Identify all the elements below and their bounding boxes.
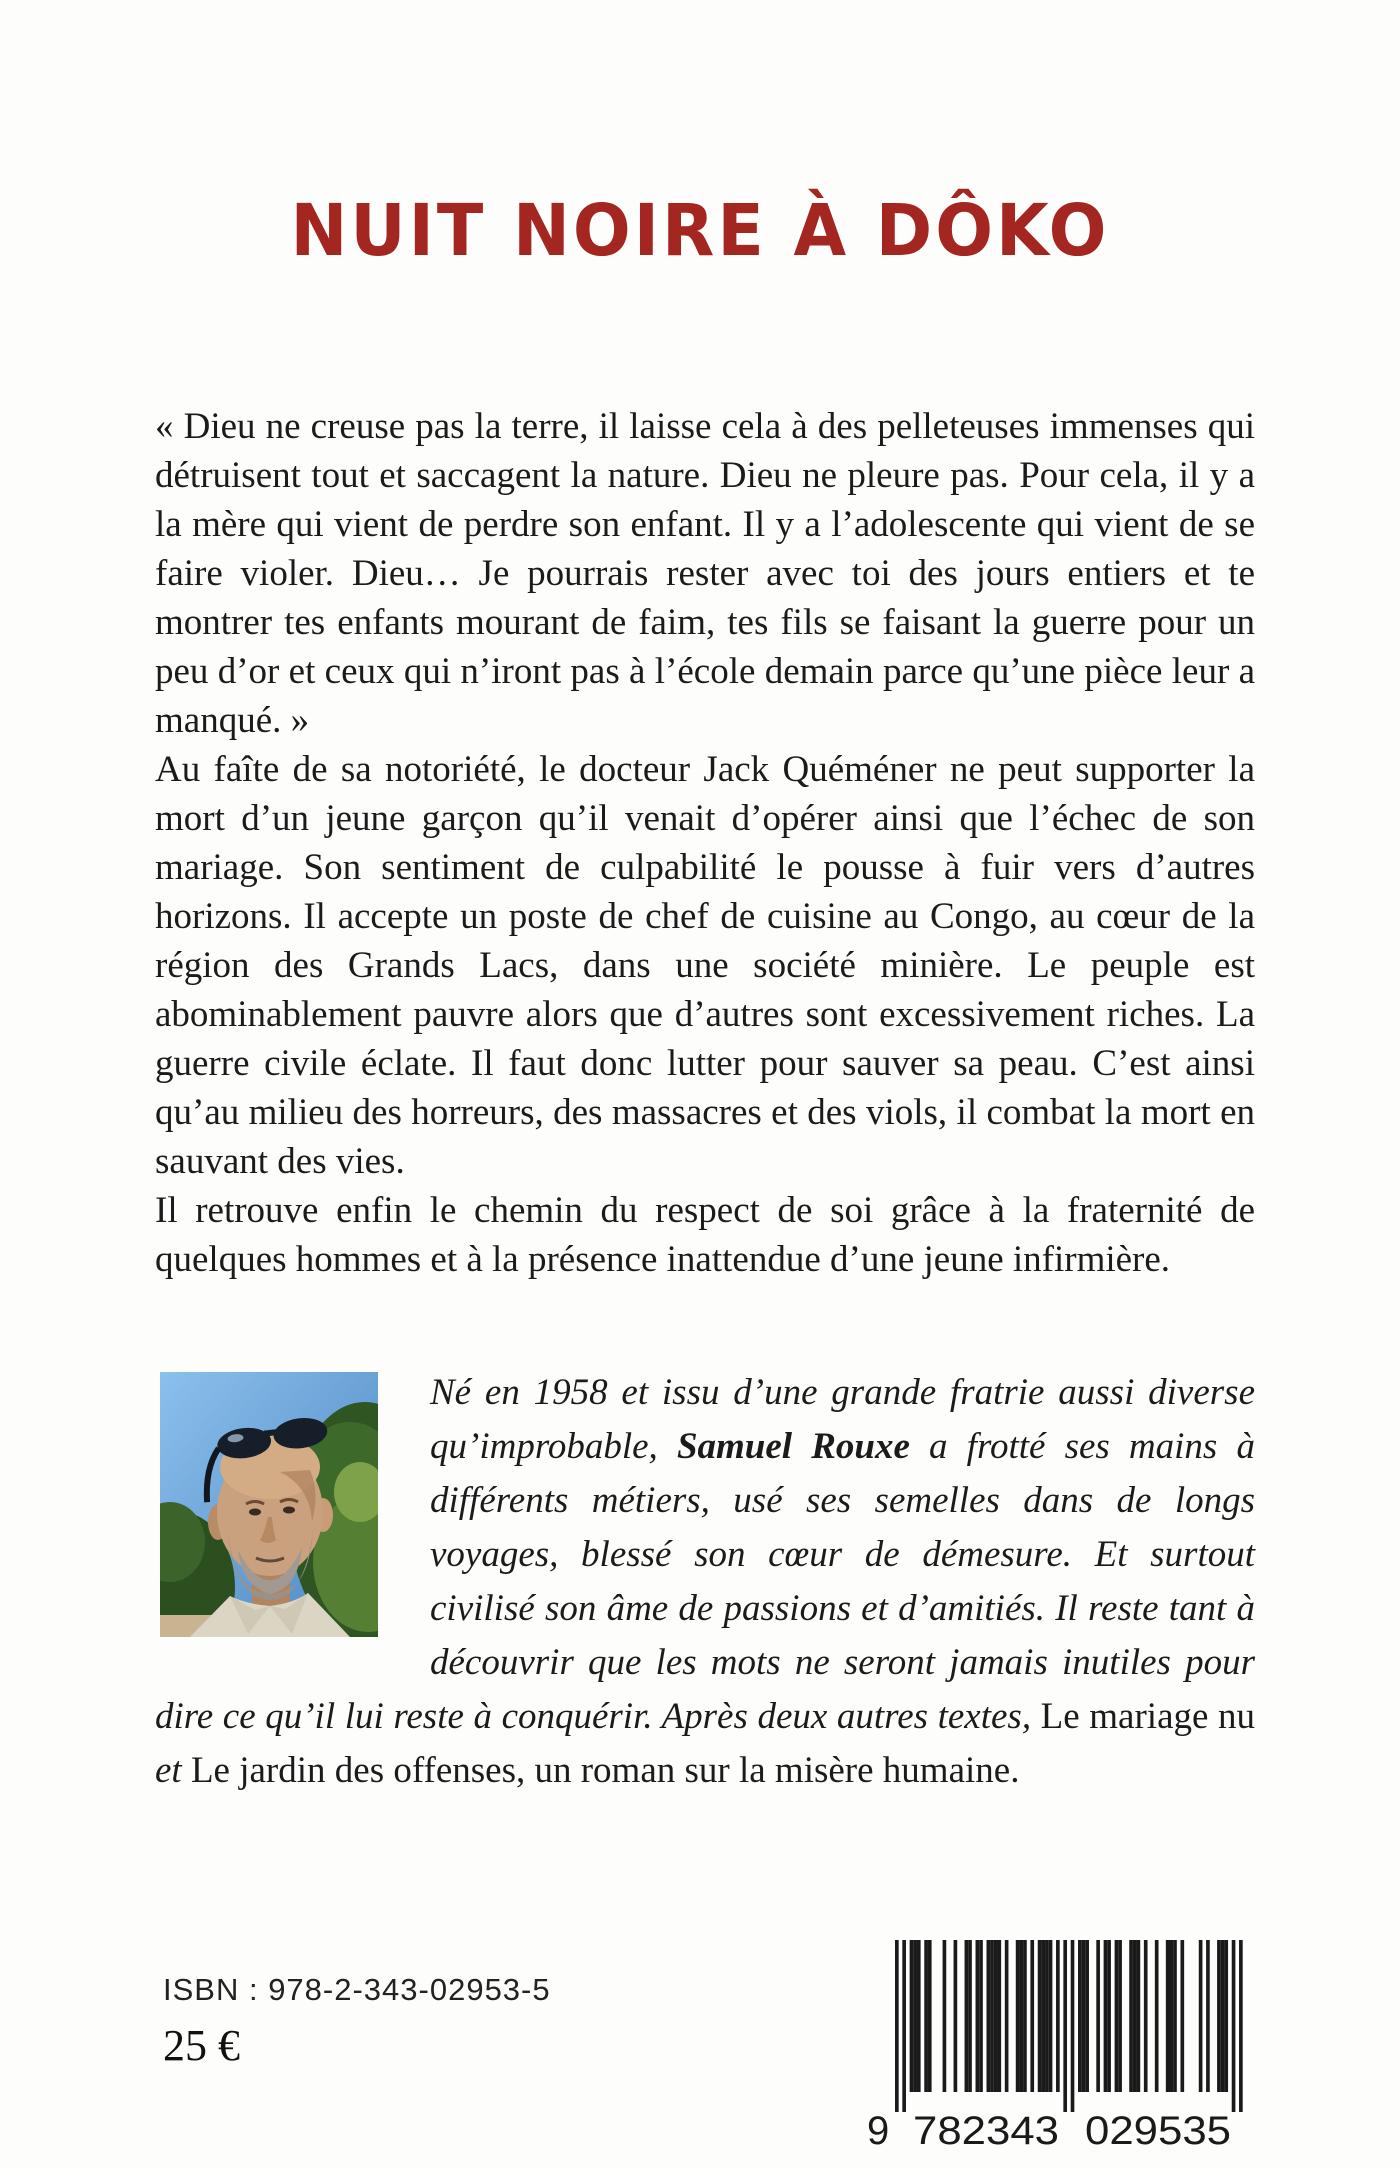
barcode-bar [1115,1940,1119,2092]
barcode-bar [913,1940,917,2092]
barcode-bar [1155,1940,1159,2092]
synopsis-paragraph: « Dieu ne creuse pas la terre, il laisse cela à des pelleteuses immenses qui détruisent tout et saccagent la nature. Dieu ne pleure pas. Pour cela, il y a la mère qui vient de perdre son enfant. Il y a l’adolescente qui vient de se faire violer. Dieu… Je pourrais rester avec toi des jours entiers et te montrer tes enfants mourant de faim, tes fils se faisant la guerre pour un peu d’or et ceux qui n’iront pas à l’école demain parce qu’une pièce leur a manqué. » [155,406,1255,741]
barcode-bar [987,1940,991,2092]
barcode-bar [1129,1940,1133,2092]
barcode [865,1936,1265,2148]
barcode-bar [1030,1940,1034,2092]
barcode-bar [1096,1940,1100,2092]
barcode-bar [979,1940,983,2092]
barcode-bar [1107,1940,1111,2092]
barcode-bar [1063,1940,1067,2112]
synopsis-paragraph: Il retrouve enfin le chemin du respect de soi grâce à la fraternité de quelques hommes et à la présence inattendue d’une jeune infirmière. [155,1190,1255,1280]
synopsis [155,402,1255,1284]
barcode-bar [990,1940,994,2092]
barcode-bar [997,1940,1001,2092]
bio-segment: a frotté ses mains à différents métiers, usé ses semelles dans de longs voyages, blessé son cœur de démesure. Et surtout civilisé son âme de passions et d’amitiés. Il reste tant à découvrir que les mots ne seront jamais inutiles pour dire ce qu’il lui reste à conquérir. Après deux autres textes, [155,1426,1255,1737]
barcode-bar [1144,1940,1148,2092]
barcode-bar [1005,1940,1009,2092]
barcode-bar [1137,1940,1141,2092]
barcode-bar [1078,1940,1082,2092]
barcode-bar [917,1940,921,2092]
barcode-bar [1038,1940,1042,2092]
barcode-bar [1180,1940,1184,2092]
barcode-bar [1019,1940,1023,2092]
barcode-bar [994,1940,998,2092]
barcode-bar [1232,1940,1236,2112]
isbn-label: ISBN : 978-2-343-02953-5 [163,1972,551,2007]
barcode-digits: 782343 [913,2109,1059,2148]
barcode-bar [954,1940,958,2092]
barcode-bar [943,1940,947,2092]
barcode-bar [1085,1940,1089,2092]
barcode-bar [1056,1940,1060,2092]
barcode-bar [1221,1940,1225,2092]
barcode-bar [1173,1940,1177,2092]
barcode-bar [1118,1940,1122,2092]
isbn-block [163,1972,551,2071]
barcode-bar [1023,1940,1027,2092]
barcode-bar [1041,1940,1045,2092]
bio-segment: Né en 1958 et issu d’une grande fratrie aussi diverse qu’improbable, [430,1372,1255,1467]
barcode-bar [895,1940,899,2112]
synopsis-paragraph: Au faîte de sa notoriété, le docteur Jack Quéméner ne peut supporter la mort d’un jeune garçon qu’il venait d’opérer ainsi que l’échec de son mariage. Son sentiment de culpabilité le pousse à fuir vers d’autres horizons. Il accepte un poste de chef de cuisine au Congo, au cœur de la région des Grands Lacs, dans une société minière. Le peuple est abominablement pauvre alors que d’autres sont excessivement riches. La guerre civile éclate. Il faut donc lutter pour sauver sa peau. C’est ainsi qu’au milieu des horreurs, des massacres et des viols, il combat la mort en sauvant des vies. [155,749,1255,1182]
barcode-bar [1049,1940,1053,2092]
price: 25 € [163,2021,240,2070]
barcode-bar [968,1940,972,2092]
barcode-bar [1224,1940,1228,2092]
bio-segment: et [155,1750,182,1791]
barcode-bar [924,1940,928,2092]
barcode-bar [1104,1940,1108,2092]
barcode-bar [1217,1940,1221,2092]
barcode-bar [965,1940,969,2092]
barcode-bar [1071,1940,1075,2112]
author-section [155,1366,1255,1798]
barcode-digits: 029535 [1085,2109,1231,2148]
bio-segment: Le jardin des offenses, un roman sur la misère humaine. [181,1750,1020,1791]
barcode-bar [1166,1940,1170,2092]
barcode-bar [928,1940,932,2092]
bio-segment: Le mariage nu [1040,1696,1256,1737]
barcode-bar [976,1940,980,2092]
barcode-bar [1133,1940,1137,2092]
barcode-bar [1045,1940,1049,2092]
barcode-bar [1082,1940,1086,2092]
bio-segment: Samuel Rouxe [676,1426,910,1467]
barcode-bar [902,1940,906,2112]
barcode-digits: 9 [867,2109,890,2148]
barcode-bar [910,1940,914,2092]
barcode-bar [1199,1940,1203,2092]
author-photo [160,1372,378,1637]
barcode-bar [1170,1940,1174,2092]
barcode-bar [1016,1940,1020,2092]
barcode-bar [1239,1940,1243,2112]
book-title: NUIT NOIRE À DÔKO [290,190,1110,273]
barcode-bar [1206,1940,1210,2092]
